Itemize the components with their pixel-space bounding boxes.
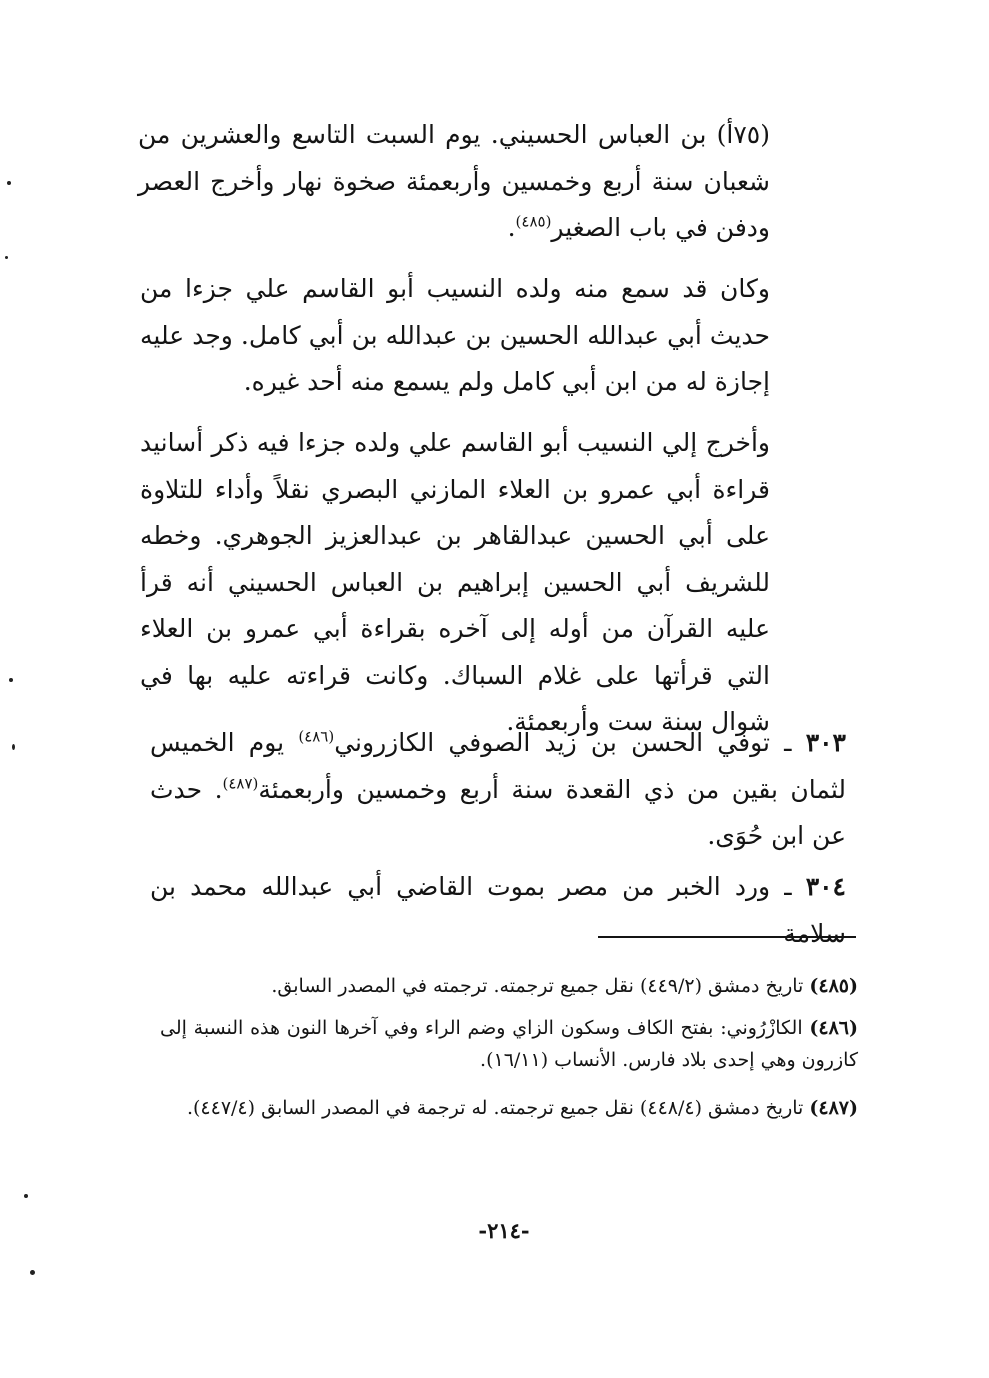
scan-speck [5, 256, 8, 259]
entry-304-text-a: ورد الخبر من مصر بموت القاضي أبي عبدالله محمد بن سلامة [150, 872, 846, 948]
footnote-487 [160, 1092, 858, 1124]
paragraph-1-text: (٧٥أ) بن العباس الحسيني. يوم السبت التاسع والعشرين من شعبان سنة أربع وخمسين وأربعمئة صخوة نهار وأخرج العصر ودفن في باب الصغير [138, 120, 770, 242]
footnote-487-text: تاريخ دمشق (٤٤٨/٤) نقل جميع ترجمته. له ترجمة في المصدر السابق (٤٤٧/٤). [186, 1097, 804, 1119]
page-number: -٢١٤- [478, 1218, 530, 1243]
paragraph-1-tail: . [507, 213, 516, 242]
paragraph-3 [140, 420, 770, 746]
entry-304 [150, 864, 846, 957]
footnote-486-text: الكازْرُوني: بفتح الكاف وسكون الزاي وضم الراء وفي آخرها النون هذه النسبة إلى كازرون وهي إحدى بلاد فارس. الأنساب (١٦/١١). [160, 1017, 858, 1071]
entry-303-number: ٣٠٣ [805, 728, 846, 757]
footnote-487-number: (٤٨٧) [809, 1097, 858, 1119]
paragraph-2-text: وكان قد سمع منه ولده النسيب أبو القاسم علي جزءا من حديث أبي عبدالله الحسين بن عبدالله بن أبي كامل. وجد عليه إجازة له من ابن أبي كامل ولم يسمع منه أحد غيره. [140, 274, 770, 396]
paragraph-3-text: وأخرج إلي النسيب أبو القاسم علي ولده جزءا فيه ذكر أسانيد قراءة أبي عمرو بن العلاء المازني البصري نقلاً وأداء للتلاوة على أبي الحسين عبدالقاهر بن عبدالعزيز الجوهري. وخطه للشريف أبي الحسين إبراهيم بن العباس الحسيني أنه قرأ عليه القرآن من أوله إلى آخره بقراءة أبي عمرو بن العلاء التي قرأتها على غلام السباك. وكانت قراءته عليه بها في شوال سنة ست وأربعمئة. [140, 428, 770, 736]
footnote-ref-486[interactable]: (٤٨٦) [298, 727, 335, 746]
scan-speck [24, 1194, 28, 1198]
footnote-ref-487[interactable]: (٤٨٧) [222, 774, 259, 793]
entry-303-text-a: توفي الحسن بن زيد الصوفي الكازروني [334, 728, 770, 757]
footnote-485 [250, 970, 858, 1002]
footnote-486-number: (٤٨٦) [809, 1017, 858, 1039]
footnote-485-text: تاريخ دمشق (٤٤٩/٢) نقل جميع ترجمته. ترجمته في المصدر السابق. [271, 975, 804, 997]
scan-speck [12, 744, 15, 750]
footnote-separator [598, 936, 856, 938]
scan-speck [30, 1270, 35, 1275]
entry-303-dash: ـ [784, 728, 792, 757]
scan-speck [7, 181, 11, 185]
footnote-485-number: (٤٨٥) [809, 975, 858, 997]
scan-speck [9, 678, 13, 682]
entry-303-text-b: يوم الخميس لثمان بقين من ذي القعدة سنة أربع وخمسين وأربعمئة [150, 728, 846, 804]
footnote-486 [160, 1012, 858, 1076]
entry-303-text-c: . حدث عن ابن حُوَى. [150, 774, 846, 850]
entry-303 [150, 720, 846, 860]
entry-304-number: ٣٠٤ [805, 872, 846, 901]
paragraph-2 [140, 266, 770, 406]
entry-304-dash: ـ [784, 872, 792, 901]
paragraph-1 [138, 112, 770, 252]
footnote-ref-485[interactable]: (٤٨٥) [515, 212, 552, 231]
